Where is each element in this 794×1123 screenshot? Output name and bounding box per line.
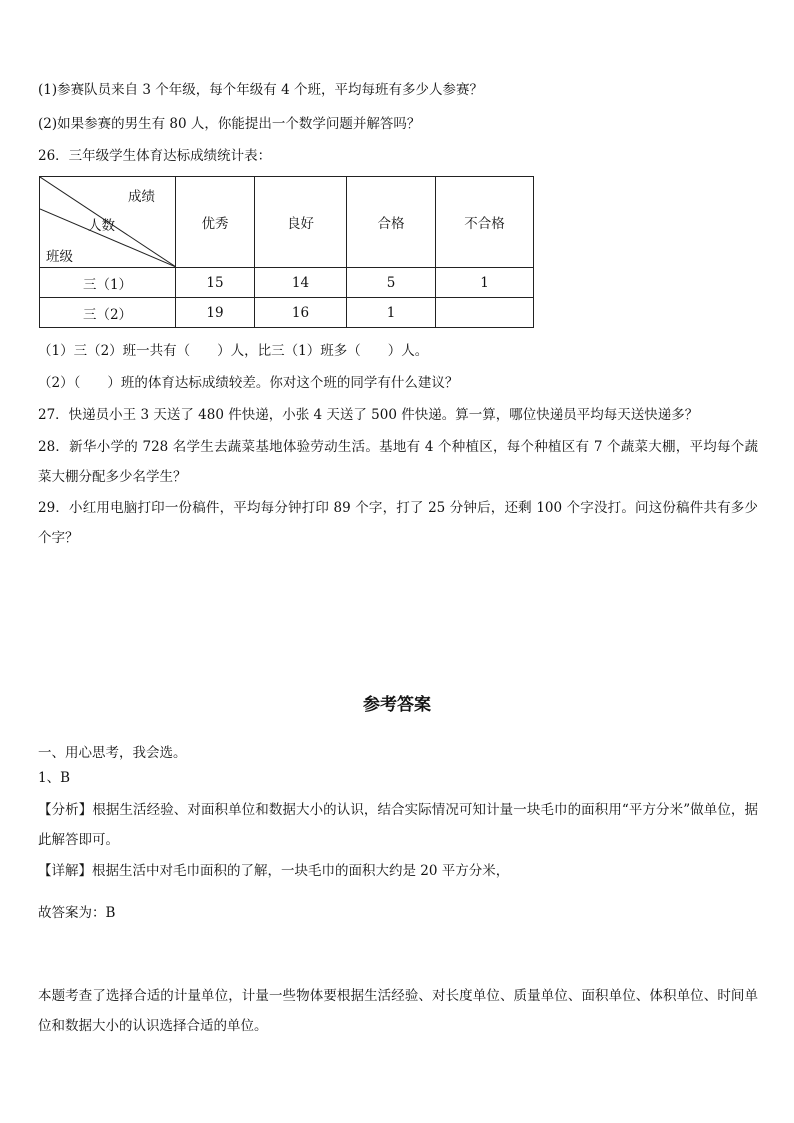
q25-sub2: (2)如果参赛的男生有 80 人，你能提出一个数学问题并解答吗？ bbox=[38, 116, 421, 132]
header-grade: 成绩 bbox=[128, 189, 155, 205]
row-label: 三（1） bbox=[40, 268, 176, 298]
q28: 28．新华小学的 728 名学生去蔬菜基地体验劳动生活。基地有 4 个种植区，每个种植区有 7 个蔬菜大棚，平均每个蔬菜大棚分配多少名学生？ bbox=[38, 439, 758, 485]
q29: 29．小红用电脑打印一份稿件，平均每分钟打印 89 个字，打了 25 分钟后，还剩 100 个字没打。问这份稿件共有多少个字？ bbox=[38, 500, 758, 546]
q25-sub1: (1)参赛队员来自 3 个年级，每个年级有 4 个班，平均每班有多少人参赛？ bbox=[38, 82, 483, 98]
q26-sub2: （2）（ ）班的体育达标成绩较差。你对这个班的同学有什么建议？ bbox=[38, 375, 459, 391]
row-label: 三（2） bbox=[40, 298, 176, 328]
table-cell: 19 bbox=[176, 298, 255, 328]
answers-title: 参考答案 bbox=[363, 695, 431, 715]
header-count: 人数 bbox=[88, 218, 115, 234]
table-cell: 15 bbox=[176, 268, 255, 298]
col-header: 良好 bbox=[255, 177, 347, 268]
table-cell bbox=[436, 298, 534, 328]
header-class: 班级 bbox=[46, 249, 73, 265]
col-header: 不合格 bbox=[436, 177, 534, 268]
answer-item: 1、B bbox=[38, 770, 71, 786]
table-cell: 14 bbox=[255, 268, 347, 298]
answer-analysis: 【分析】根据生活经验、对面积单位和数据大小的认识，结合实际情况可知计量一块毛巾的面积用“平方分米”做单位，据此解答即可。 bbox=[38, 802, 758, 848]
table-cell: 1 bbox=[347, 298, 436, 328]
stats-table bbox=[39, 176, 534, 328]
answer-conclusion: 故答案为：B bbox=[38, 905, 116, 921]
table-row bbox=[40, 298, 534, 328]
table-cell: 5 bbox=[347, 268, 436, 298]
q27: 27．快递员小王 3 天送了 480 件快递，小张 4 天送了 500 件快递。算一算，哪位快递员平均每天送快递多？ bbox=[38, 407, 699, 423]
col-header: 合格 bbox=[347, 177, 436, 268]
table-row bbox=[40, 268, 534, 298]
table-cell: 16 bbox=[255, 298, 347, 328]
q26-sub1: （1）三（2）班一共有（ ）人，比三（1）班多（ ）人。 bbox=[38, 343, 429, 359]
diagonal-header-cell bbox=[40, 177, 176, 268]
col-header: 优秀 bbox=[176, 177, 255, 268]
answers-section: 一、用心思考，我会选。 bbox=[38, 745, 187, 761]
table-cell: 1 bbox=[436, 268, 534, 298]
answer-detail: 【详解】根据生活中对毛巾面积的了解，一块毛巾的面积大约是 20 平方分米， bbox=[38, 863, 510, 879]
answer-comment: 本题考查了选择合适的计量单位，计量一些物体要根据生活经验、对长度单位、质量单位、面积单位、体积单位、时间单位和数据大小的认识选择合适的单位。 bbox=[38, 988, 758, 1034]
q26-title: 26．三年级学生体育达标成绩统计表： bbox=[38, 148, 272, 164]
